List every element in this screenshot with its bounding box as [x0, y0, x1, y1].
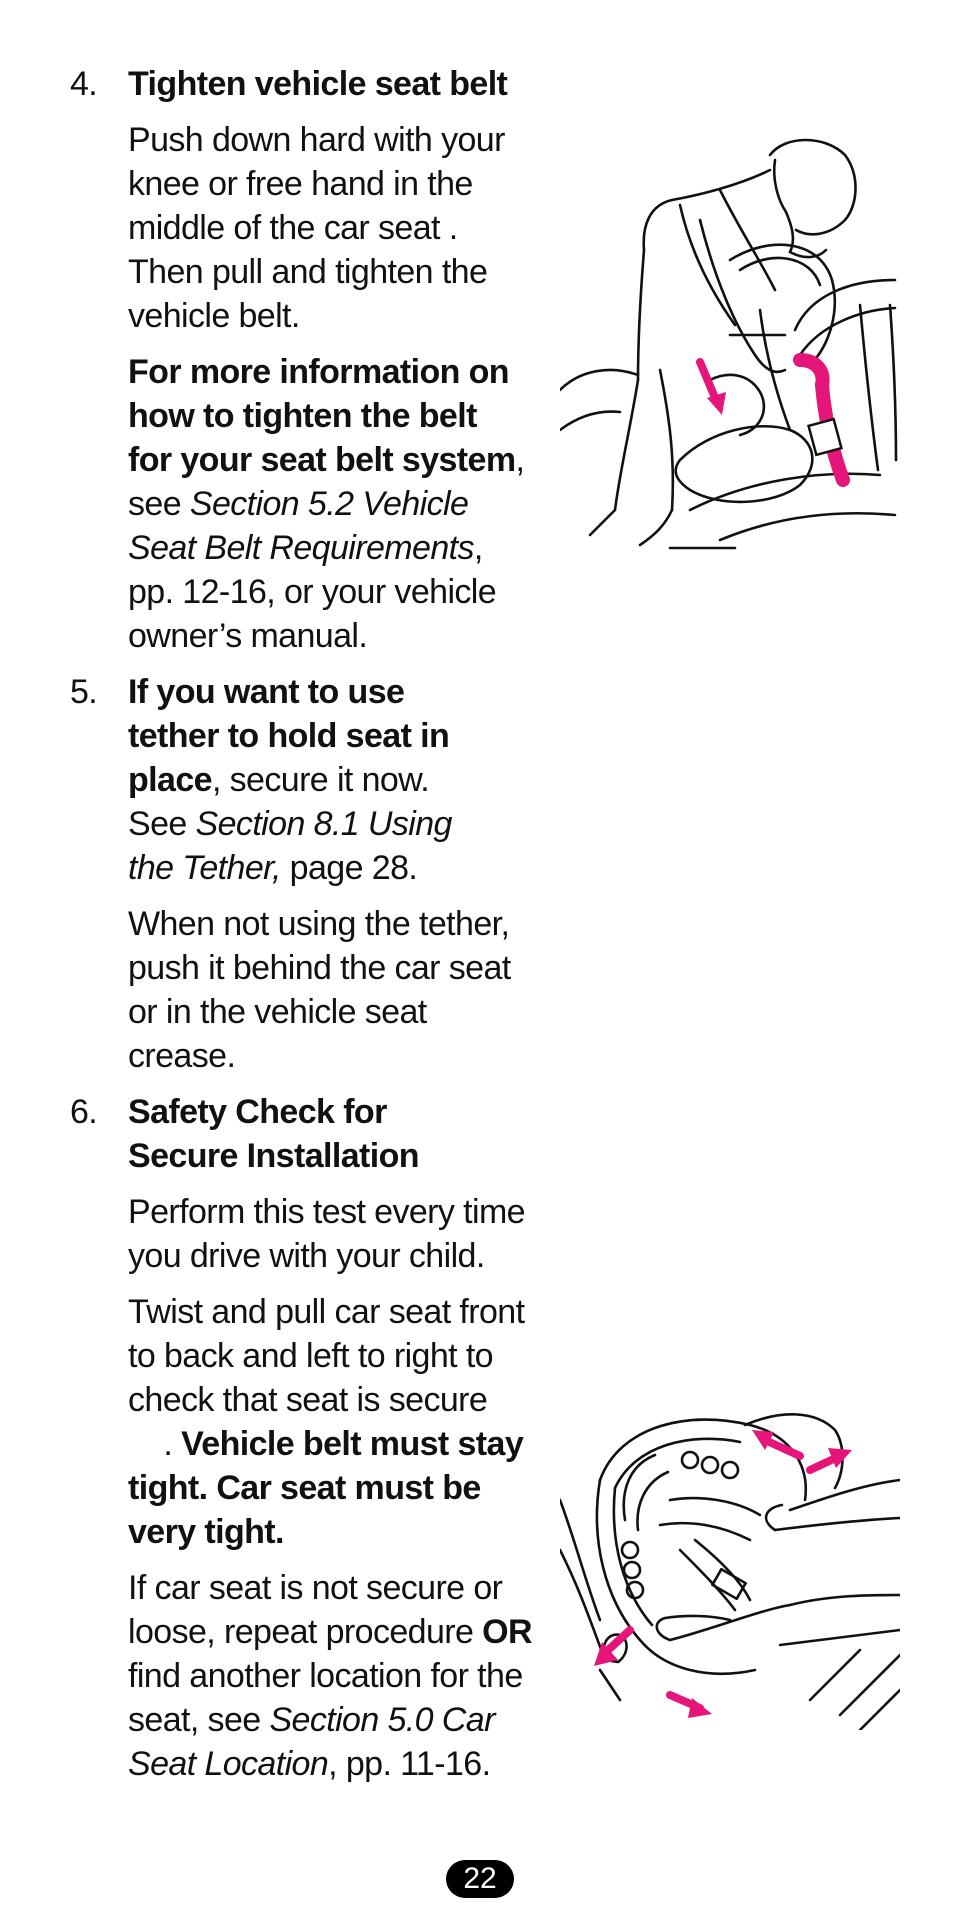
text-line: vehicle belt. [128, 297, 300, 335]
text-line: Vehicle belt must stay [181, 1425, 524, 1463]
step-6 [70, 1090, 550, 1786]
text-punct: , [473, 529, 483, 567]
text-see: see [128, 485, 190, 523]
text-line: For more information on [128, 353, 509, 391]
step-body [128, 1090, 550, 1786]
text-line: Perform this test every time [128, 1193, 525, 1231]
step-paragraph [128, 1190, 550, 1278]
page-number-badge: 22 [446, 1860, 514, 1898]
text-line: tight. Car seat must be [128, 1469, 481, 1507]
step-body [128, 670, 550, 1078]
text-line: very tight. [128, 1513, 284, 1551]
text-line: pp. 12-16, or your vehicle [128, 573, 497, 611]
text-line: tether to hold seat in [128, 717, 450, 755]
text-line: place [128, 761, 212, 799]
text-line: middle of the car seat . [128, 209, 458, 247]
step-paragraph-more-info [128, 350, 550, 658]
instructions-column [70, 62, 550, 1786]
text-line: owner’s manual. [128, 617, 368, 655]
section-ref: Seat Belt Requirements [128, 529, 474, 567]
text-line: When not using the tether, [128, 905, 510, 943]
section-ref: the Tether, [128, 849, 281, 887]
step-paragraph [128, 902, 550, 1078]
text-line: find another location for the [128, 1657, 523, 1695]
section-ref: Section 8.1 Using [195, 805, 452, 843]
step-body [128, 62, 550, 658]
step-5 [70, 670, 550, 1078]
text-line: Push down hard with your [128, 121, 505, 159]
text-see: See [128, 805, 196, 843]
text-line: or in the vehicle seat [128, 993, 427, 1031]
section-ref: Section 5.0 Car [269, 1701, 495, 1739]
section-ref: Section 5.2 Vehicle [189, 485, 469, 523]
step-paragraph [128, 118, 550, 338]
text-line: you drive with your child. [128, 1237, 485, 1275]
text-line: to back and left to right to [128, 1337, 493, 1375]
section-ref: Seat Location [128, 1745, 329, 1783]
step-heading-paragraph [128, 670, 550, 890]
text-punct: . [128, 1425, 182, 1463]
text-line: Safety Check for [128, 1093, 387, 1131]
text-line: page 28. [280, 849, 418, 887]
text-line: crease. [128, 1037, 236, 1075]
step-paragraph-relocate [128, 1566, 550, 1786]
text-line: for your seat belt system [128, 441, 516, 479]
text-line: seat, see [128, 1701, 270, 1739]
text-line: check that seat is secure [128, 1381, 488, 1419]
car-seat-twist-check-illustration [560, 1370, 900, 1730]
step-number: 6. [70, 1093, 98, 1131]
text-line: push it behind the car seat [128, 949, 511, 987]
text-line: If you want to use [128, 673, 405, 711]
text-line: how to tighten the belt [128, 397, 477, 435]
text-line: Secure Installation [128, 1137, 419, 1175]
text-line: If car seat is not secure or [128, 1569, 503, 1607]
step-paragraph-twist [128, 1290, 550, 1554]
text-line: , pp. 11-16. [328, 1745, 491, 1783]
step-heading: Tighten vehicle seat belt [128, 65, 508, 103]
text-line: , secure it now. [211, 761, 430, 799]
text-punct: , [515, 441, 525, 479]
text-emphasis: OR [482, 1613, 532, 1651]
step-4 [70, 62, 550, 658]
text-line: Then pull and tighten the [128, 253, 488, 291]
text-line: loose, repeat procedure [128, 1613, 483, 1651]
text-line: Twist and pull car seat front [128, 1293, 525, 1331]
step-heading [128, 1090, 550, 1178]
person-tightening-belt-illustration [560, 130, 900, 550]
step-number: 5. [70, 673, 98, 711]
text-line: knee or free hand in the [128, 165, 473, 203]
step-number: 4. [70, 65, 98, 103]
